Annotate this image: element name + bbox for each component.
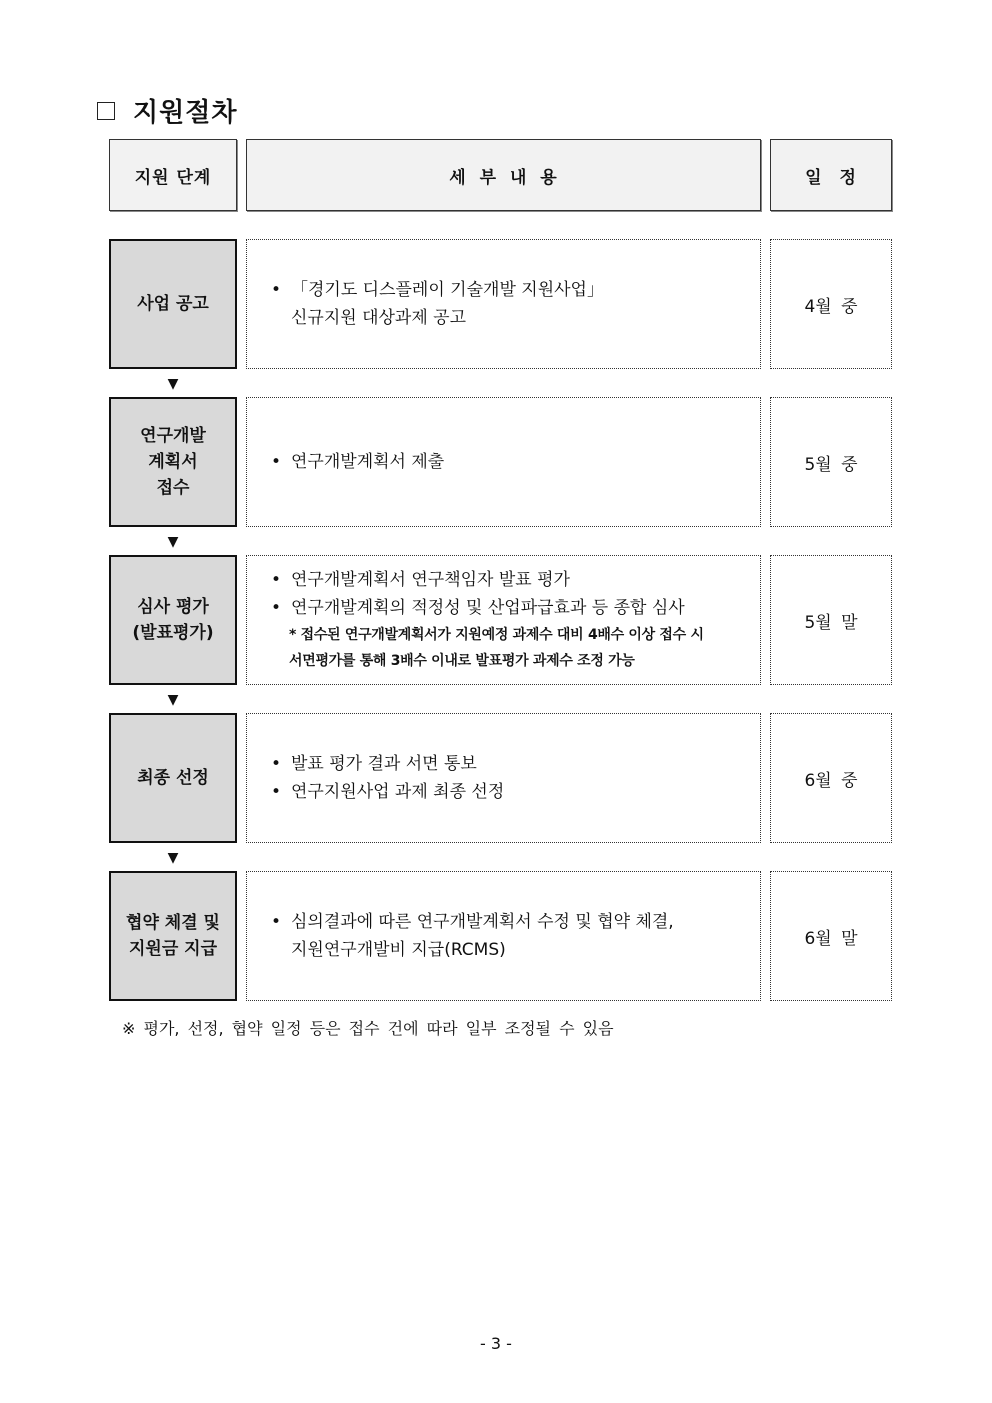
- bullet-icon: •: [271, 912, 282, 932]
- bullet-item: [271, 276, 760, 332]
- bullet-text: 심의결과에 따른 연구개발계획서 수정 및 협약 체결, 지원연구개발비 지급(RCMS): [291, 912, 674, 960]
- bullet-item: [271, 778, 760, 806]
- date-box: 4월 중: [770, 239, 892, 369]
- bullet-item: [271, 566, 760, 594]
- page-number: - 3 -: [480, 1334, 512, 1353]
- bullet-icon: •: [271, 570, 282, 590]
- arrow-down-icon: ▼: [167, 850, 179, 866]
- bullet-icon: •: [271, 754, 282, 774]
- detail-box: [246, 713, 761, 843]
- date-box: 6월 말: [770, 871, 892, 1001]
- date-box: 5월 말: [770, 555, 892, 685]
- step-box: 협약 체결 및 지원금 지급: [109, 871, 237, 1001]
- footnote: ※ 평가, 선정, 협약 일정 등은 접수 건에 따라 일부 조정될 수 있음: [122, 1019, 614, 1038]
- step-box: 사업 공고: [109, 239, 237, 369]
- bullet-text: 연구개발계획의 적정성 및 산업파급효과 등 종합 심사: [291, 598, 685, 618]
- date-box: 6월 중: [770, 713, 892, 843]
- header-date: 일 정: [770, 139, 892, 211]
- evaluation-note: * 접수된 연구개발계획서가 지원예정 과제수 대비 4배수 이상 접수 시 서면평가를 통해 3배수 이내로 발표평가 과제수 조정 가능: [289, 627, 704, 669]
- date-box: 5월 중: [770, 397, 892, 527]
- detail-box: [246, 397, 761, 527]
- step-box: 연구개발 계획서 접수: [109, 397, 237, 527]
- bullet-item: [271, 908, 760, 964]
- bullet-text: 연구개발계획서 제출: [291, 452, 445, 472]
- section-title: 지원절차: [133, 98, 238, 128]
- bullet-icon: •: [271, 452, 282, 472]
- bullet-icon: •: [271, 280, 282, 300]
- bullet-text: 연구개발계획서 연구책임자 발표 평가: [291, 570, 570, 590]
- detail-box: [246, 871, 761, 1001]
- bullet-item: [271, 594, 760, 622]
- bullet-text: 발표 평가 결과 서면 통보: [291, 754, 477, 774]
- bullet-icon: •: [271, 598, 282, 618]
- bullet-text: 연구지원사업 과제 최종 선정: [291, 782, 505, 802]
- checkbox-icon: [97, 102, 115, 120]
- arrow-down-icon: ▼: [167, 692, 179, 708]
- bullet-item: [271, 448, 760, 476]
- bullet-text: 「경기도 디스플레이 기술개발 지원사업」 신규지원 대상과제 공고: [291, 280, 604, 328]
- step-box: 심사 평가 (발표평가): [109, 555, 237, 685]
- detail-box: [246, 239, 761, 369]
- detail-box: [246, 555, 761, 685]
- header-step: 지원 단계: [109, 139, 237, 211]
- section-heading: [97, 92, 237, 129]
- arrow-down-icon: ▼: [167, 534, 179, 550]
- bullet-icon: •: [271, 782, 282, 802]
- step-box: 최종 선정: [109, 713, 237, 843]
- arrow-down-icon: ▼: [167, 376, 179, 392]
- header-detail: 세 부 내 용: [246, 139, 761, 211]
- bullet-item: [271, 750, 760, 778]
